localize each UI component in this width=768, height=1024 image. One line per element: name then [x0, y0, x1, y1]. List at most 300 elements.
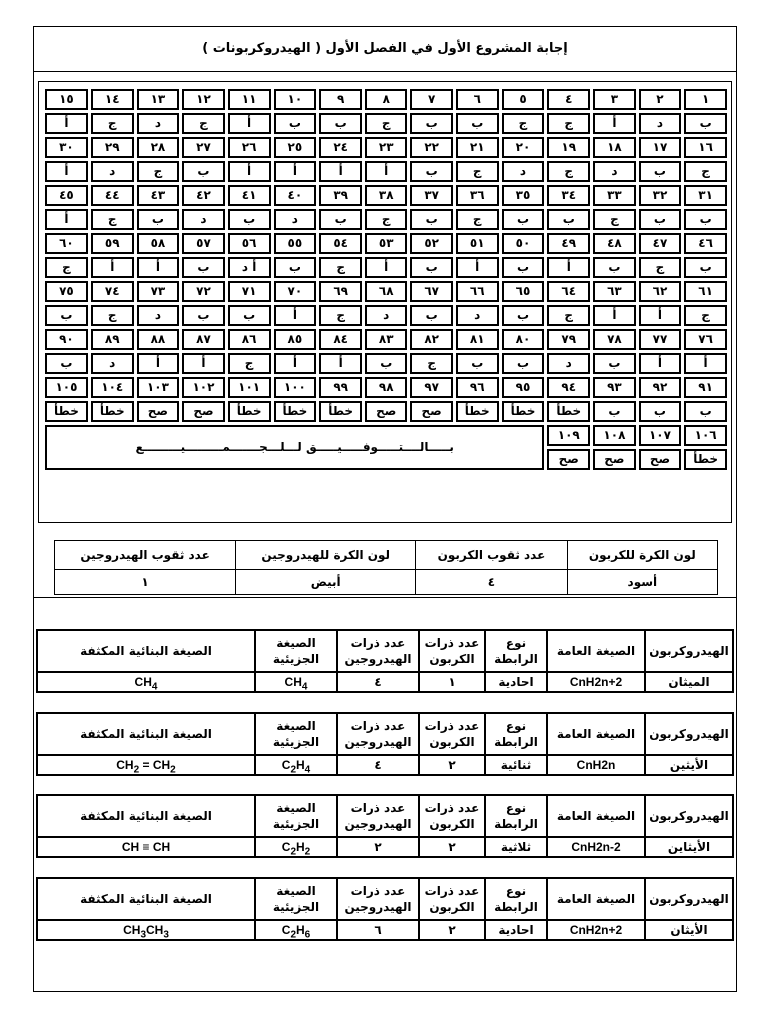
- question-number: ٦١: [684, 281, 727, 302]
- answer-cell: أ: [593, 113, 636, 134]
- answer-cell: خطأ: [547, 401, 590, 422]
- question-number: ٢١: [456, 137, 499, 158]
- formula-subscript: 3: [140, 929, 146, 941]
- answer-cell: أ: [456, 257, 499, 278]
- question-number: ٦٨: [365, 281, 407, 302]
- answer-cell: ب: [456, 353, 499, 374]
- question-number: ٤٤: [91, 185, 134, 206]
- answer-cell: ب: [639, 209, 682, 230]
- formula-text: C: [281, 840, 291, 854]
- answer-cell: د: [456, 305, 499, 326]
- answer-cell: ج: [228, 353, 271, 374]
- question-number: ١٠٩: [547, 425, 590, 446]
- hydrocarbon-name: الأيثاين: [645, 837, 733, 857]
- answer-cell: خطأ: [319, 401, 362, 422]
- carbon-atoms: ٢: [419, 837, 485, 857]
- answer-cell: أ: [319, 353, 362, 374]
- answer-cell: ج: [456, 161, 499, 182]
- question-number: ٢٣: [365, 137, 407, 158]
- header-hydrocarbon: الهيدروكربون: [645, 713, 733, 755]
- question-number: ١٦: [684, 137, 727, 158]
- answer-cell: ج: [91, 113, 134, 134]
- hydrogen-holes: ١: [55, 570, 236, 595]
- answer-cell: أ: [45, 113, 88, 134]
- answer-cell: ب: [502, 305, 545, 326]
- formula-subscript: 2: [290, 846, 296, 858]
- answer-cell: د: [91, 161, 134, 182]
- question-number: ٥٤: [319, 233, 362, 254]
- formula-subscript: 4: [301, 681, 308, 693]
- question-number: ٨٦: [228, 329, 271, 350]
- bond-type: ثلاثية: [485, 837, 547, 857]
- hydrogen-atoms: ٢: [337, 837, 419, 857]
- formula-subscript: 2: [170, 764, 176, 776]
- answer-cell: ب: [684, 401, 727, 422]
- question-number: ٣: [593, 89, 636, 110]
- answer-cell: ج: [91, 209, 134, 230]
- answer-cell: ب: [410, 113, 452, 134]
- answer-cell: ج: [319, 305, 362, 326]
- question-number: ١٠: [274, 89, 317, 110]
- general-formula: CnH2n+2: [547, 920, 645, 940]
- question-number: ٩٩: [319, 377, 362, 398]
- answer-cell: أ: [45, 209, 88, 230]
- answer-cell: ب: [639, 401, 682, 422]
- carbon-atoms: ٢: [419, 920, 485, 940]
- answer-cell: ج: [365, 113, 407, 134]
- question-number: ٤٩: [547, 233, 590, 254]
- question-number-row: [45, 329, 727, 350]
- answer-row: [45, 161, 727, 182]
- question-number: ٣٧: [410, 185, 452, 206]
- question-number: ٢٢: [410, 137, 452, 158]
- hydrocarbon-table: [36, 877, 734, 941]
- answer-cell: د: [593, 161, 636, 182]
- hydrocarbon-name: الأيثان: [645, 920, 733, 940]
- answer-cell: ب: [593, 257, 636, 278]
- question-number: ١٧: [639, 137, 682, 158]
- answer-cell: خطأ: [228, 401, 271, 422]
- header-hydrogen-ball-color: لون الكرة للهيدروجين: [236, 541, 416, 570]
- formula-text: CH: [123, 923, 141, 937]
- answer-cell: ب: [502, 353, 545, 374]
- question-number: ٩٠: [45, 329, 88, 350]
- question-number: ٦٢: [639, 281, 682, 302]
- formula-subscript: 2: [290, 764, 296, 776]
- question-number: ٨٣: [365, 329, 407, 350]
- answer-cell: ب: [410, 161, 452, 182]
- question-number: ٩١: [684, 377, 727, 398]
- condensed-structural-formula: [37, 837, 255, 857]
- answer-cell: أ: [365, 257, 407, 278]
- answer-cell: ب: [547, 209, 590, 230]
- question-number: ٥١: [456, 233, 499, 254]
- answer-row: [45, 113, 727, 134]
- question-number: ٢٦: [228, 137, 271, 158]
- header-molecular-formula: الصيغة الجزيئية: [255, 878, 337, 920]
- question-number: ٨٧: [182, 329, 225, 350]
- answer-cell: ج: [45, 257, 88, 278]
- hydrogen-atoms: ٤: [337, 755, 419, 775]
- question-number: ٨٤: [319, 329, 362, 350]
- question-number: ٣٢: [639, 185, 682, 206]
- answer-cell: ب: [410, 209, 452, 230]
- question-number: ٧١: [228, 281, 271, 302]
- answer-cell: أ: [547, 257, 590, 278]
- question-number: ٣٩: [319, 185, 362, 206]
- header-hydrogen-atoms: عدد ذرات الهيدروجين: [337, 795, 419, 837]
- answer-cell: أ: [593, 305, 636, 326]
- answer-row: [45, 257, 727, 278]
- question-number: ٥٠: [502, 233, 545, 254]
- question-number: ٥٥: [274, 233, 317, 254]
- hydrocarbon-table: [36, 629, 734, 693]
- header-carbon-atoms: عدد ذرات الكربون: [419, 878, 485, 920]
- formula-subscript: 2: [290, 929, 296, 941]
- question-number: ٦٩: [319, 281, 362, 302]
- answer-cell: صح: [182, 401, 225, 422]
- header-bond-type: نوع الرابطة: [485, 795, 547, 837]
- question-number: ٦٣: [593, 281, 636, 302]
- formula-text: H: [296, 923, 305, 937]
- answer-cell: أ: [91, 257, 134, 278]
- question-number: ١: [684, 89, 727, 110]
- formula-subscript: 3: [163, 929, 169, 941]
- answer-row: [45, 401, 727, 422]
- question-number: ٢: [639, 89, 682, 110]
- answer-cell: ج: [639, 257, 682, 278]
- question-number: ٢٠: [502, 137, 545, 158]
- question-number: ٤٥: [45, 185, 88, 206]
- question-number: ٧٣: [137, 281, 180, 302]
- header-hydrocarbon: الهيدروكربون: [645, 795, 733, 837]
- answer-cell: ج: [319, 257, 362, 278]
- question-number: ٧٩: [547, 329, 590, 350]
- answer-cell: خطأ: [45, 401, 88, 422]
- question-number: ٥٨: [137, 233, 180, 254]
- general-formula: CnH2n-2: [547, 837, 645, 857]
- bond-type: احادية: [485, 672, 547, 692]
- question-number: ٤٢: [182, 185, 225, 206]
- answer-cell: ب: [182, 305, 225, 326]
- general-formula: CnH2n: [547, 755, 645, 775]
- answer-cell: صح: [639, 449, 682, 470]
- question-number: ١٠٦: [684, 425, 727, 446]
- question-number: ٥٧: [182, 233, 225, 254]
- title-divider: [34, 71, 736, 72]
- header-condensed-structural-formula: الصيغة البنائية المكثفة: [37, 713, 255, 755]
- question-number-row: [45, 281, 727, 302]
- condensed-structural-formula: [37, 755, 255, 775]
- answer-cell: ب: [228, 209, 271, 230]
- question-number: ٢٧: [182, 137, 225, 158]
- question-number: ٧٤: [91, 281, 134, 302]
- question-number: ٤: [547, 89, 590, 110]
- header-general-formula: الصيغة العامة: [547, 630, 645, 672]
- good-luck-message: بـــــالــــتـــــوفـــــيـــــق لـــلـــجـــــــمـــــــــيـــــــــع: [45, 425, 544, 470]
- condensed-structural-formula: [37, 920, 255, 940]
- header-hydrogen-holes: عدد ثقوب الهيدروجين: [55, 541, 236, 570]
- carbon-atoms: ١: [419, 672, 485, 692]
- hydrocarbon-name: الأيثين: [645, 755, 733, 775]
- answer-cell: خطأ: [684, 449, 727, 470]
- answer-cell: ب: [365, 353, 407, 374]
- question-number: ١٥: [45, 89, 88, 110]
- answer-cell: ج: [456, 209, 499, 230]
- bond-type: احادية: [485, 920, 547, 940]
- question-number: ٤٧: [639, 233, 682, 254]
- molecular-formula: [255, 920, 337, 940]
- question-number: ٢٩: [91, 137, 134, 158]
- answer-cell: ب: [456, 113, 499, 134]
- header-hydrogen-atoms: عدد ذرات الهيدروجين: [337, 878, 419, 920]
- answer-cell: أ: [228, 161, 271, 182]
- question-number: ١٢: [182, 89, 225, 110]
- header-carbon-ball-color: لون الكرة للكربون: [567, 541, 717, 570]
- question-number: ٥: [502, 89, 545, 110]
- header-molecular-formula: الصيغة الجزيئية: [255, 713, 337, 755]
- question-number: ٩٢: [639, 377, 682, 398]
- question-number-row: [45, 137, 727, 158]
- molecular-formula: [255, 672, 337, 692]
- answer-row: [45, 209, 727, 230]
- answer-row: [45, 305, 727, 326]
- question-number: ٤٦: [684, 233, 727, 254]
- question-number: ٩٦: [456, 377, 499, 398]
- question-number: ٧٧: [639, 329, 682, 350]
- question-number: ١٠٥: [45, 377, 88, 398]
- formula-subscript: 4: [151, 681, 158, 693]
- answer-cell: ج: [91, 305, 134, 326]
- question-number: ١٤: [91, 89, 134, 110]
- question-number: ٣٨: [365, 185, 407, 206]
- molecular-formula: [255, 837, 337, 857]
- question-number: ١٨: [593, 137, 636, 158]
- answer-cell: ج: [182, 113, 225, 134]
- formula-text: C: [281, 758, 291, 772]
- answer-cell: ب: [410, 305, 452, 326]
- header-carbon-atoms: عدد ذرات الكربون: [419, 630, 485, 672]
- question-number: ١٠٢: [182, 377, 225, 398]
- answer-cell: أ: [639, 305, 682, 326]
- condensed-structural-formula: [37, 672, 255, 692]
- question-number: ٩٥: [502, 377, 545, 398]
- header-carbon-holes: عدد ثقوب الكربون: [416, 541, 567, 570]
- header-condensed-structural-formula: الصيغة البنائية المكثفة: [37, 795, 255, 837]
- answer-cell: ب: [639, 161, 682, 182]
- question-number: ٩: [319, 89, 362, 110]
- formula-text: CH: [146, 923, 164, 937]
- answer-cell: ب: [684, 113, 727, 134]
- answer-cell: د: [502, 161, 545, 182]
- header-hydrocarbon: الهيدروكربون: [645, 630, 733, 672]
- question-number: ٣١: [684, 185, 727, 206]
- question-number: ٩٣: [593, 377, 636, 398]
- question-number: ١٠٣: [137, 377, 180, 398]
- formula-text: = CH: [139, 758, 171, 772]
- carbon-atoms: ٢: [419, 755, 485, 775]
- question-number: ٨٨: [137, 329, 180, 350]
- question-number: ٤١: [228, 185, 271, 206]
- model-balls-table: [54, 540, 718, 595]
- question-number: ٧٥: [45, 281, 88, 302]
- answer-sheet: [33, 26, 737, 992]
- formula-subscript: 4: [304, 764, 311, 776]
- answer-cell: أ: [274, 161, 317, 182]
- answer-cell: ب: [684, 257, 727, 278]
- question-number: ٣٠: [45, 137, 88, 158]
- header-carbon-atoms: عدد ذرات الكربون: [419, 795, 485, 837]
- answer-cell: ب: [593, 353, 636, 374]
- question-number: ٦٥: [502, 281, 545, 302]
- answer-cell: د: [137, 305, 180, 326]
- answer-cell: ج: [593, 209, 636, 230]
- question-number: ٨٢: [410, 329, 452, 350]
- question-number: ٢٤: [319, 137, 362, 158]
- general-formula: CnH2n+2: [547, 672, 645, 692]
- answer-cell: صح: [410, 401, 452, 422]
- hydrocarbon-table: [36, 712, 734, 776]
- answer-cell: ب: [45, 353, 88, 374]
- question-number: ٥٩: [91, 233, 134, 254]
- question-number: ٩٨: [365, 377, 407, 398]
- answer-cell: ب: [502, 257, 545, 278]
- answer-cell: خطأ: [91, 401, 134, 422]
- answer-cell: ج: [365, 209, 407, 230]
- header-general-formula: الصيغة العامة: [547, 878, 645, 920]
- bond-type: ثنائية: [485, 755, 547, 775]
- answer-cell: أ: [45, 161, 88, 182]
- answer-cell: ب: [228, 305, 271, 326]
- answer-cell: ب: [593, 401, 636, 422]
- question-number: ٨٥: [274, 329, 317, 350]
- header-bond-type: نوع الرابطة: [485, 630, 547, 672]
- formula-subscript: 2: [133, 764, 140, 776]
- formula-text: CH: [116, 758, 134, 772]
- question-number: ٥٢: [410, 233, 452, 254]
- formula-text: CH: [284, 675, 302, 689]
- answer-cell: أ: [182, 353, 225, 374]
- answer-cell: ب: [410, 257, 452, 278]
- header-condensed-structural-formula: الصيغة البنائية المكثفة: [37, 630, 255, 672]
- answer-cell: د: [365, 305, 407, 326]
- answer-cell: ب: [182, 257, 225, 278]
- hydrogen-atoms: ٤: [337, 672, 419, 692]
- answer-cell: ج: [684, 305, 727, 326]
- answer-cell: أ: [137, 257, 180, 278]
- hydrogen-ball-color: أبيض: [236, 570, 416, 595]
- question-number: ٧٨: [593, 329, 636, 350]
- question-number: ٩٧: [410, 377, 452, 398]
- question-number: ٦٠: [45, 233, 88, 254]
- answer-cell: ب: [274, 113, 317, 134]
- question-number: ٧: [410, 89, 452, 110]
- question-number: ٧٠: [274, 281, 317, 302]
- question-number: ٢٥: [274, 137, 317, 158]
- header-hydrogen-atoms: عدد ذرات الهيدروجين: [337, 630, 419, 672]
- answer-cell: ج: [684, 161, 727, 182]
- answer-row: [45, 353, 727, 374]
- answer-cell: د: [182, 209, 225, 230]
- question-number: ٥٣: [365, 233, 407, 254]
- question-number: ٤٠: [274, 185, 317, 206]
- answer-key-section: [38, 81, 732, 523]
- question-number: ١٠٨: [593, 425, 636, 446]
- answer-cell: ج: [547, 161, 590, 182]
- answer-cell: د: [91, 353, 134, 374]
- question-number: ٣٣: [593, 185, 636, 206]
- answer-cell: ب: [684, 209, 727, 230]
- answer-cell: ب: [274, 257, 317, 278]
- question-number: ١٠٧: [639, 425, 682, 446]
- question-number: ١٩: [547, 137, 590, 158]
- hydrocarbon-name: الميثان: [645, 672, 733, 692]
- question-number-row: [45, 377, 727, 398]
- question-number: ١٣: [137, 89, 180, 110]
- formula-text: CH ≡ CH: [121, 840, 171, 854]
- question-number: ١٠١: [228, 377, 271, 398]
- answer-cell: ج: [502, 113, 545, 134]
- answer-cell: أ د: [228, 257, 271, 278]
- section-divider: [34, 597, 736, 598]
- answer-cell: ب: [319, 209, 362, 230]
- formula-subscript: 6: [304, 929, 311, 941]
- answer-cell: أ: [274, 305, 317, 326]
- answer-cell: صح: [137, 401, 180, 422]
- header-hydrocarbon: الهيدروكربون: [645, 878, 733, 920]
- header-hydrogen-atoms: عدد ذرات الهيدروجين: [337, 713, 419, 755]
- answer-cell: خطأ: [502, 401, 545, 422]
- answer-cell: ب: [137, 209, 180, 230]
- answer-cell: ب: [319, 113, 362, 134]
- hydrocarbon-table: [36, 794, 734, 858]
- question-number: ٧٦: [684, 329, 727, 350]
- formula-text: C: [281, 923, 291, 937]
- question-number: ٦٧: [410, 281, 452, 302]
- header-general-formula: الصيغة العامة: [547, 795, 645, 837]
- answer-cell: ج: [547, 305, 590, 326]
- question-number: ٤٨: [593, 233, 636, 254]
- question-number: ١٠٠: [274, 377, 317, 398]
- question-number: ٨١: [456, 329, 499, 350]
- question-number-row: [45, 425, 727, 446]
- question-number: ٦: [456, 89, 499, 110]
- answer-cell: د: [547, 353, 590, 374]
- question-number: ٨٩: [91, 329, 134, 350]
- answer-cell: أ: [274, 353, 317, 374]
- answer-cell: أ: [137, 353, 180, 374]
- formula-subscript: 2: [304, 846, 311, 858]
- carbon-ball-color: أسود: [567, 570, 717, 595]
- answer-cell: أ: [684, 353, 727, 374]
- formula-text: H: [296, 758, 305, 772]
- question-number: ٣٥: [502, 185, 545, 206]
- answer-cell: خطأ: [456, 401, 499, 422]
- header-bond-type: نوع الرابطة: [485, 713, 547, 755]
- question-number-row: [45, 233, 727, 254]
- formula-text: CH: [134, 675, 152, 689]
- molecular-formula: [255, 755, 337, 775]
- header-carbon-atoms: عدد ذرات الكربون: [419, 713, 485, 755]
- hydrogen-atoms: ٦: [337, 920, 419, 940]
- question-number: ٧٢: [182, 281, 225, 302]
- question-number: ٦٦: [456, 281, 499, 302]
- answer-cell: ج: [137, 161, 180, 182]
- answer-key-table: [42, 86, 730, 473]
- question-number: ٣٤: [547, 185, 590, 206]
- answer-cell: أ: [639, 353, 682, 374]
- header-general-formula: الصيغة العامة: [547, 713, 645, 755]
